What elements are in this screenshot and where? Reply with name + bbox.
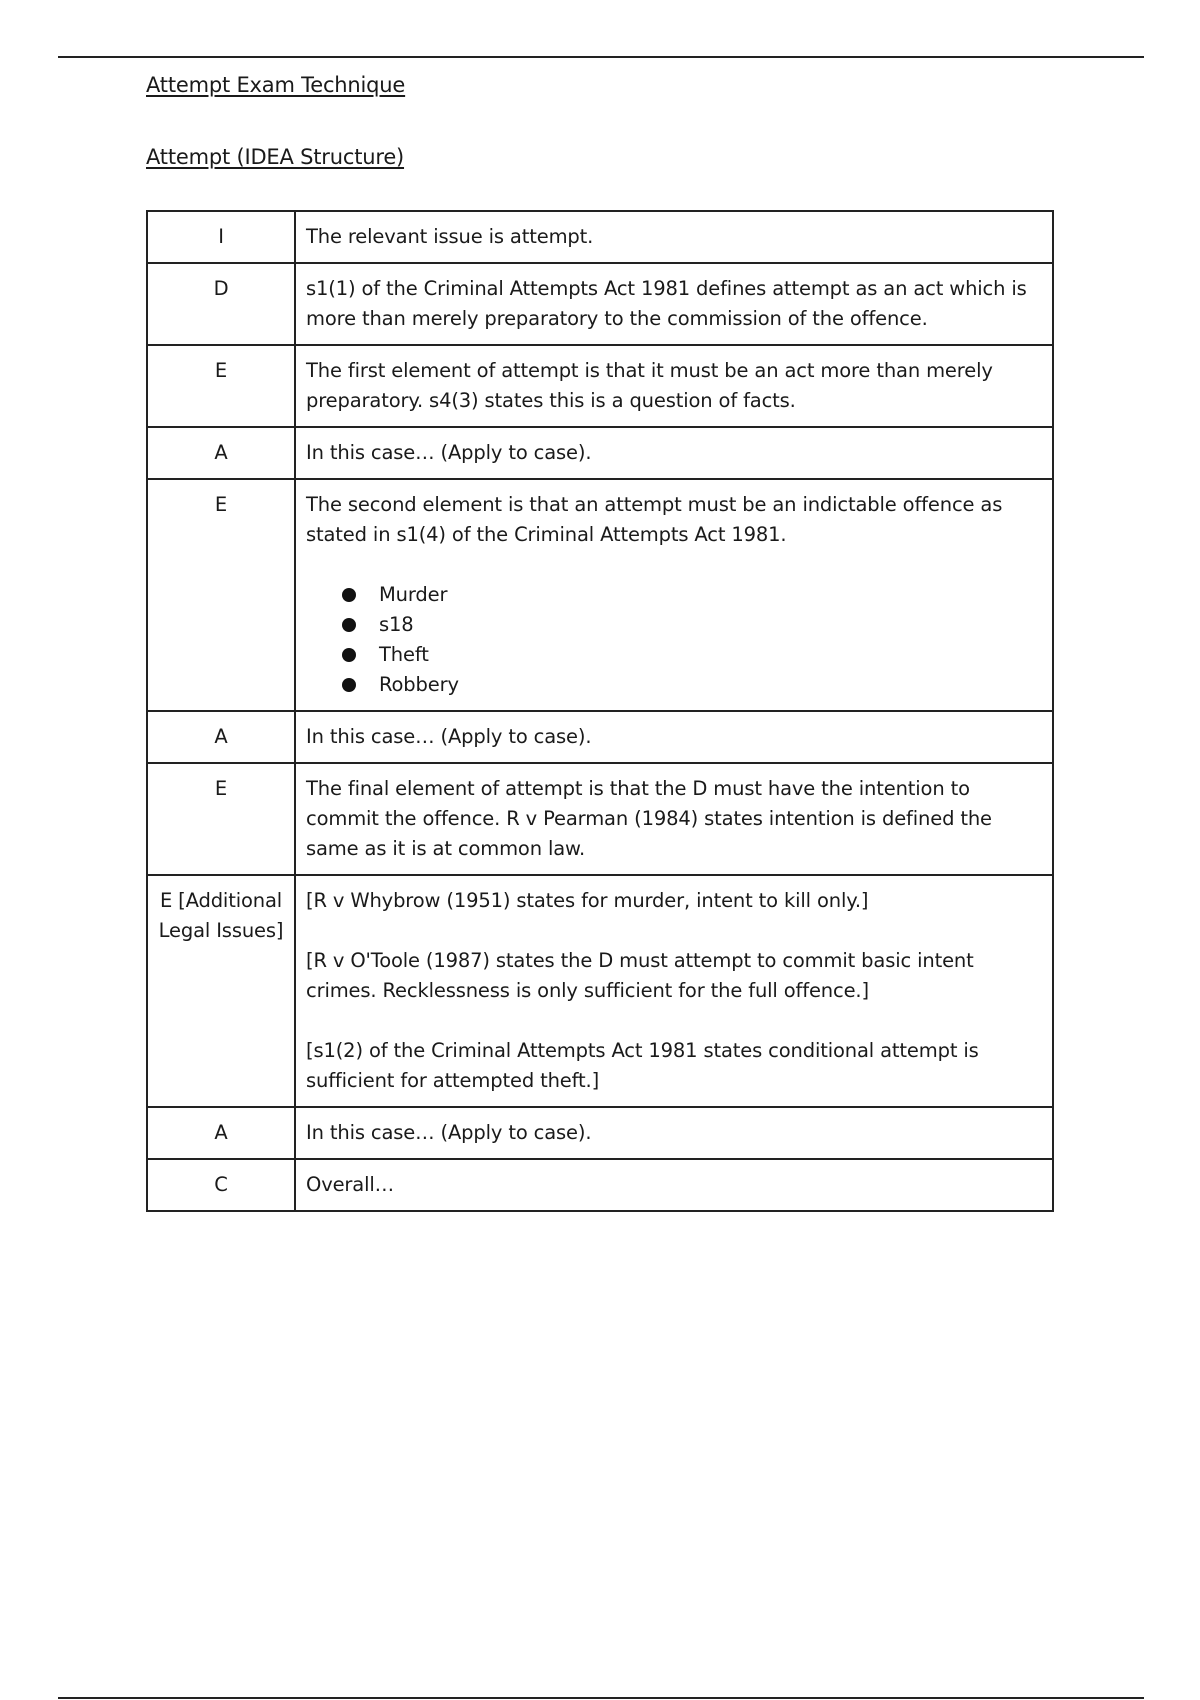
row-paragraph: The first element of attempt is that it must be an act more than merely preparatory. s4(3) states this is a question of facts. bbox=[306, 359, 993, 412]
row-body bbox=[295, 479, 1053, 711]
list-item bbox=[342, 640, 1042, 670]
row-body bbox=[295, 211, 1053, 263]
row-paragraph: In this case… (Apply to case). bbox=[306, 441, 592, 464]
row-paragraph: s1(1) of the Criminal Attempts Act 1981 defines attempt as an act which is more than merely preparatory to the commission of the offence. bbox=[306, 277, 1027, 330]
row-key: E [Additional Legal Issues] bbox=[147, 875, 295, 1107]
row-paragraph: Overall… bbox=[306, 1173, 394, 1196]
list-item-text: Murder bbox=[379, 583, 448, 606]
table-row bbox=[147, 875, 1053, 1107]
document-subtitle: Attempt (IDEA Structure) bbox=[146, 145, 405, 169]
row-key: A bbox=[147, 427, 295, 479]
row-key: E bbox=[147, 763, 295, 875]
table-row bbox=[147, 711, 1053, 763]
list-item-text: Theft bbox=[379, 643, 429, 666]
table-row bbox=[147, 211, 1053, 263]
row-body bbox=[295, 875, 1053, 1107]
row-key: A bbox=[147, 711, 295, 763]
row-body bbox=[295, 1107, 1053, 1159]
row-paragraph: In this case… (Apply to case). bbox=[306, 725, 592, 748]
list-item-text: s18 bbox=[379, 613, 414, 636]
table-row bbox=[147, 479, 1053, 711]
row-paragraph: [R v O'Toole (1987) states the D must attempt to commit basic intent crimes. Recklessness is only sufficient for the full offence.] bbox=[306, 949, 974, 1002]
table-row bbox=[147, 427, 1053, 479]
bullet-icon bbox=[342, 588, 356, 602]
document-title: Attempt Exam Technique bbox=[146, 73, 406, 97]
offence-list bbox=[306, 580, 1042, 700]
row-key: I bbox=[147, 211, 295, 263]
bullet-icon bbox=[342, 618, 356, 632]
idea-table bbox=[146, 210, 1054, 1212]
row-body bbox=[295, 1159, 1053, 1211]
bullet-icon bbox=[342, 648, 356, 662]
row-paragraph: [s1(2) of the Criminal Attempts Act 1981 states conditional attempt is sufficient for attempted theft.] bbox=[306, 1039, 979, 1092]
row-paragraph: The final element of attempt is that the D must have the intention to commit the offence. R v Pearman (1984) states intention is defined the same as it is at common law. bbox=[306, 777, 992, 860]
table-row bbox=[147, 763, 1053, 875]
row-key: E bbox=[147, 345, 295, 427]
row-body bbox=[295, 263, 1053, 345]
row-body bbox=[295, 711, 1053, 763]
row-body bbox=[295, 763, 1053, 875]
row-paragraph: In this case… (Apply to case). bbox=[306, 1121, 592, 1144]
row-key: D bbox=[147, 263, 295, 345]
table-row bbox=[147, 345, 1053, 427]
list-item bbox=[342, 580, 1042, 610]
table-row bbox=[147, 1159, 1053, 1211]
row-key: E bbox=[147, 479, 295, 711]
list-item-text: Robbery bbox=[379, 673, 459, 696]
bullet-icon bbox=[342, 678, 356, 692]
footer-rule bbox=[58, 1697, 1144, 1699]
row-body bbox=[295, 345, 1053, 427]
header-rule bbox=[58, 56, 1144, 58]
list-item bbox=[342, 610, 1042, 640]
table-row bbox=[147, 1107, 1053, 1159]
table-row bbox=[147, 263, 1053, 345]
row-paragraph: The relevant issue is attempt. bbox=[306, 225, 594, 248]
row-body bbox=[295, 427, 1053, 479]
list-item bbox=[342, 670, 1042, 700]
row-paragraph: The second element is that an attempt must be an indictable offence as stated in s1(4) of the Criminal Attempts Act 1981. bbox=[306, 493, 1003, 546]
row-key: A bbox=[147, 1107, 295, 1159]
row-paragraph: [R v Whybrow (1951) states for murder, intent to kill only.] bbox=[306, 889, 869, 912]
row-key: C bbox=[147, 1159, 295, 1211]
